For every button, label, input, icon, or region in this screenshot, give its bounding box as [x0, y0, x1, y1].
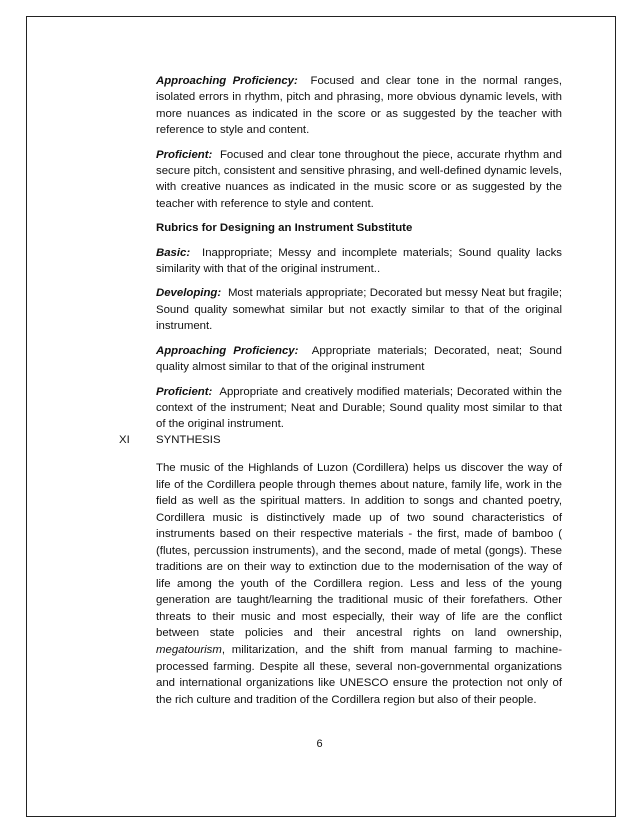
rubric-text: Appropriate materials; Decorated, neat; Sound quality almost similar to that of the original instrument — [156, 344, 563, 374]
synthesis-emphasis: megatourism — [156, 644, 222, 657]
rubric-text: Inappropriate; Messy and incomplete materials; Sound quality lacks similarity with that of the original instrument.. — [156, 246, 562, 276]
section-title: SYNTHESIS — [156, 434, 221, 446]
rubric-proficient-instrument — [156, 384, 562, 433]
rubric-text: Most materials appropriate; Decorated but messy Neat but fragile; Sound quality somewhat similar but not exactly similar to that of the original instrument. — [156, 287, 562, 333]
synthesis-text-part1: The music of the Highlands of Luzon (Cordillera) helps us discover the way of life of the Cordillera people through themes about nature, family life, work in the field as well as the spiritual matters. In addition to songs and chanted poetry, Cordillera music is distinctively made up of two sound characteristics of instruments based on their respective materials - the first, made of bamboo ( (flutes, percussion instruments), and the second, made of metal (gongs). These traditions are on their way to extinction due to the modernisation of the way of life among the youth of the Cordillera region. Less and less of the young generation are taught/learning the traditional music of their forefathers. Other threats to their music and most especially, their way of life are the conflict between state policies and their ancestral rights on land ownership, — [156, 462, 562, 640]
synthesis-text-part2: , militarization, and the shift from manual farming to machine-processed farming. Despite all these, several non-governmental organizations and international organizations like UNESCO ensure the protection not only of the rich culture and tradition of the Cordillera region but also of their people. — [156, 644, 562, 706]
rubric-text: Appropriate and creatively modified materials; Decorated within the context of the instrument; Neat and Durable; Sound quality most similar to that of the original instrument. — [156, 385, 563, 431]
instrument-rubrics-heading: Rubrics for Designing an Instrument Substitute — [156, 222, 413, 235]
rubric-label: Approaching Proficiency: — [156, 344, 299, 357]
rubric-developing — [156, 285, 562, 334]
rubric-proficient — [156, 147, 562, 213]
rubric-label: Proficient: — [156, 385, 213, 398]
rubric-text: Focused and clear tone in the normal ranges, isolated errors in rhythm, pitch and phrasing, more obvious dynamic levels, with more nuances as indicated in the score or as suggested by the teacher with reference to style and content. — [156, 75, 562, 137]
rubric-label: Approaching Proficiency: — [156, 75, 298, 87]
page-number: 6 — [316, 738, 323, 750]
rubric-approaching-proficiency — [156, 73, 562, 139]
synthesis-paragraph — [156, 460, 562, 708]
rubric-basic — [156, 245, 562, 278]
rubric-label: Developing: — [156, 287, 222, 300]
rubric-approaching-proficiency-instrument — [156, 343, 562, 376]
section-number: XI — [119, 434, 130, 446]
rubrics-content — [156, 73, 562, 441]
rubric-text: Focused and clear tone throughout the piece, accurate rhythm and secure pitch, consistent and sensitive phrasing, and well-defined dynamic levels, with creative nuances as indicated in the music score or as suggested by the teacher with reference to style and content. — [156, 148, 562, 210]
rubric-label: Basic: — [156, 246, 191, 259]
rubric-label: Proficient: — [156, 148, 213, 161]
